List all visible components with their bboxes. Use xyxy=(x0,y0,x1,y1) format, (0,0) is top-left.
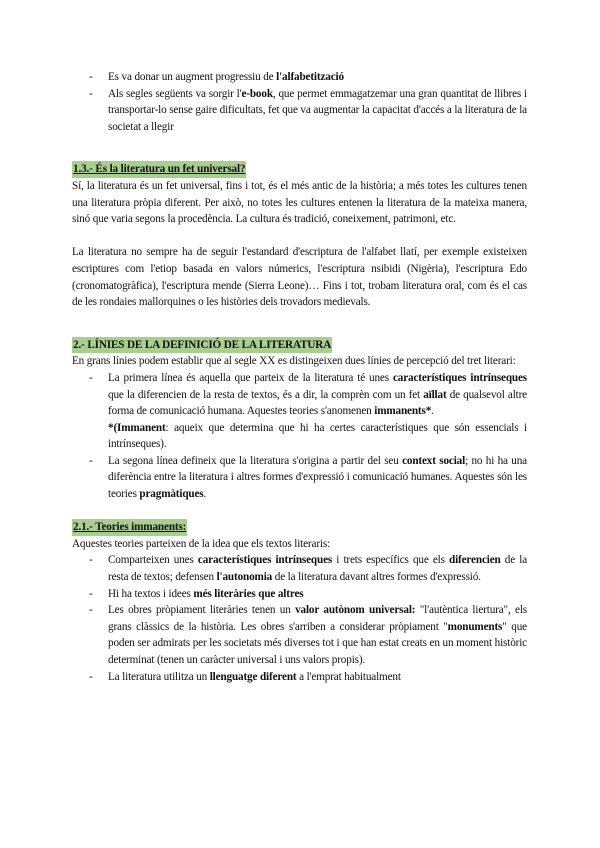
top-bullet-list xyxy=(72,69,527,135)
document-body xyxy=(72,69,527,685)
list-item: - Comparteixen unes característiques intrínseques i trets específics que els diferencien de la resta de textos; defensen l'autonomia de la literatura davant altres formes d'expressió. xyxy=(72,552,527,585)
list-item: - La primera línea és aquella que parteix de la literatura té unes característiques intrínseques que la diferencien de la resta de textos, és a dir, la comprèn com un fet aïllat de qualsevol altre forma de comunicació humana. Aquestes teories s'anomenen immanents*. *(Immanent: aqueix que determina que hi ha certes característiques que són essencials i intrínseques). xyxy=(72,370,527,453)
section-1-3-paragraph-2: La literatura no sempre ha de seguir l'estandard d'escriptura de l'alfabet llatí, per exemple existeixen escriptures com l'etiop basada en valors númerics, l'escriptura nsibidi (Nigèria), l'escriptura Edo (cronomatogràfica), l'escriptura mende (Sierra Leone)… Fins i tot, trobam literatura oral, com és el cas de les rondaies mallorquines o les històries dels trovadors medievals. xyxy=(72,246,527,309)
section-2-list xyxy=(72,370,527,503)
section-2-1-list xyxy=(72,552,527,685)
list-item: - Les obres pròpiament literàries tenen un valor autònom universal: "l'autèntica liertura", els grans clàssics de la història. Les obres s'arriben a considerar pròpiament "monuments" que poden ser admirats per les societats més diverses tot i que han estat creats en un moment històric determinat (tenen un caràcter universal i uns valors propis). xyxy=(72,602,527,668)
list-item: - La literatura utilitza un llenguatge diferent a l'emprat habitualment xyxy=(72,669,527,686)
list-item: - La segona línea defineix que la literatura s'origina a partir del seu context social; no hi ha una diferència entre la literatura i altres formes d'expressió i comunicació humanes. Aquestes són les teories pragmàtiques. xyxy=(72,453,527,503)
section-1-3-paragraph-1: Sí, la literatura és un fet universal, fins i tot, és el més antic de la història; a més totes les cultures tenen una literatura pròpia diferent. Per això, no totes les cultures entenen la literatura de la mateixa manera, sinó que varia segons la procedència. La cultura és tradició, coneixement, patrimoni, etc. xyxy=(72,179,527,226)
section-2-1-heading: 2.1.- Teories immanents: xyxy=(72,519,527,536)
list-item: - Als segles següents va sorgir l'e-book, que permet emmagatzemar una gran quantitat de llibres i transportar-lo sense gaire dificultats, fet que va augmentar la capacitat d'accés a la literatura de la societat a llegir xyxy=(72,86,527,136)
section-2-heading: 2.- LÍNIES DE LA DEFINICIÓ DE LA LITERATURA xyxy=(72,337,527,354)
section-1-3-heading: 1.3.- És la literatura un fet universal? xyxy=(72,161,527,178)
section-2-intro: En grans línies podem establir que al segle XX es distingeixen dues línies de percepció del tret literari: xyxy=(72,355,516,368)
immanent-note: *(Immanent: aqueix que determina que hi ha certes característiques que són essencials i intrínseques). xyxy=(108,421,527,451)
list-item: - Hi ha textos i idees més literàries que altres xyxy=(72,586,527,603)
section-2-1-intro: Aquestes teories parteixen de la idea que els textos literaris: xyxy=(72,537,331,550)
list-item: - Es va donar un augment progressiu de l'alfabetització xyxy=(72,69,527,86)
